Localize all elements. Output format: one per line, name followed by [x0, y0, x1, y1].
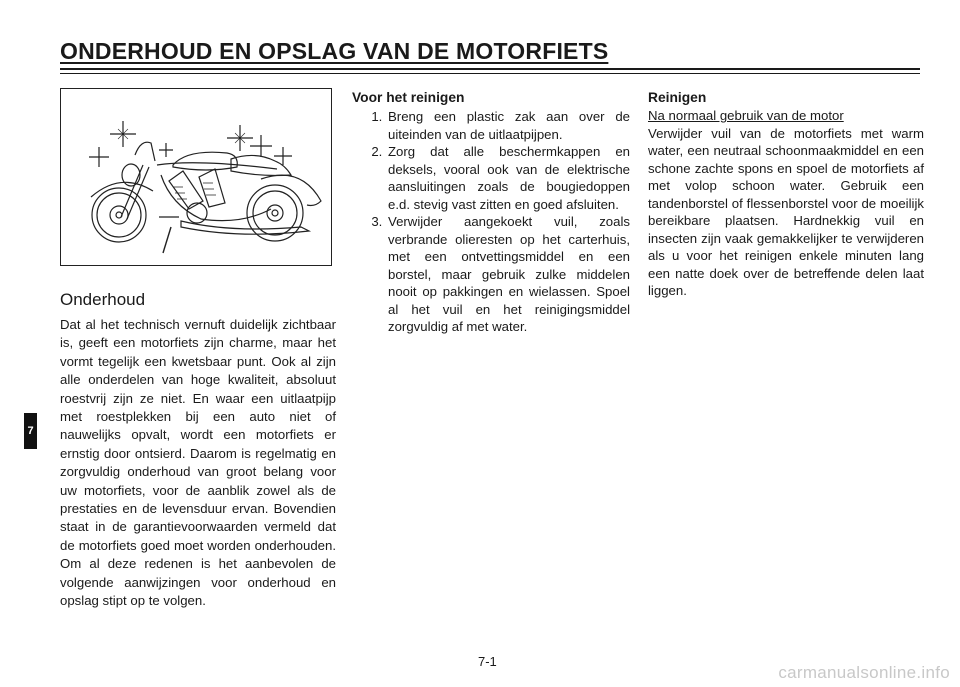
step-item: 2. Zorg dat alle beschermkappen en deksels, vooral ook van de elektrische aansluitingen zoals de bougiedoppen e.d. stevig vast zitten en goed afsluiten. — [386, 143, 630, 213]
reinigen-paragraph: Verwijder vuil van de motorfiets met warm water, een neutraal schoonmaakmiddel en een schone zachte spons en spoel de motorfiets af met volop schoon water. Gebruik een tandenborstel of flessenborstel voor de moeilijk bereikbare plaatsen. Hardnekkig vuil en insecten zijn vaak gemakkelijker te verwijderen als u voor het reinigen enkele minuten lang een natte doek over de betreffende delen laat liggen. — [648, 125, 924, 298]
page-number: 7-1 — [478, 654, 497, 669]
sparkle-icon — [110, 121, 136, 147]
watermark: carmanualsonline.info — [778, 663, 950, 682]
motorcycle-drawing — [61, 89, 331, 265]
sparkle-icon — [159, 143, 173, 157]
section-reinigen — [648, 90, 924, 300]
title-rule-thick — [60, 68, 920, 70]
section-heading-onderhoud: Onderhoud — [60, 290, 146, 309]
steps-list — [352, 108, 630, 336]
motorcycle-illustration — [60, 88, 332, 266]
sparkle-icon — [250, 135, 272, 157]
page-title: ONDERHOUD EN OPSLAG VAN DE MOTORFIETS — [60, 38, 609, 64]
step-item: 1. Breng een plastic zak aan over de uiteinden van de uitlaatpijpen. — [386, 108, 630, 143]
subheading-normaal-gebruik: Na normaal gebruik van de motor — [648, 108, 844, 123]
section-voor-het-reinigen — [352, 90, 630, 336]
section-onderhoud — [60, 290, 336, 611]
step-item: 3. Verwijder aangekoekt vuil, zoals verbrande olieresten op het carterhuis, met een ontvettingsmiddel en een borstel, maar gebruik zulke middelen nooit op pakkingen en wielassen. Spoel al het vuil en het reinigingsmiddel zorgvuldig af met water. — [386, 213, 630, 336]
section-heading-voor-het-reinigen: Voor het reinigen — [352, 90, 465, 105]
onderhoud-paragraph: Dat al het technisch vernuft duidelijk zichtbaar is, geeft een motorfiets zijn charme, maar het vormt tegelijk een kwetsbaar punt. Ook al zijn alle onderdelen van hoge kwaliteit, absoluut roestvrij zijn ze niet. En waar een uitlaatpijp met roestplekken bij een auto niet of nauwelijks opvalt, wordt een motorfiets er ernstig door ontsierd. Daarom is regelmatig en zorgvuldig onderhoud van groot belang voor uw motorfiets, voor de aanblik zowel als de prestaties en de levensduur ervan. Bovendien staat in de garantievoorwaarden vermeld dat de motorfiets goed moet worden onderhouden. Om al deze redenen is het aanbevolen de volgende aanwijzingen voor onderhoud en opslag stipt op te volgen. — [60, 317, 336, 609]
section-heading-reinigen: Reinigen — [648, 90, 707, 105]
chapter-tab: 7 — [24, 413, 37, 449]
title-rule-thin — [60, 73, 920, 74]
sparkle-icon — [89, 147, 109, 167]
sparkle-icon — [227, 125, 253, 151]
